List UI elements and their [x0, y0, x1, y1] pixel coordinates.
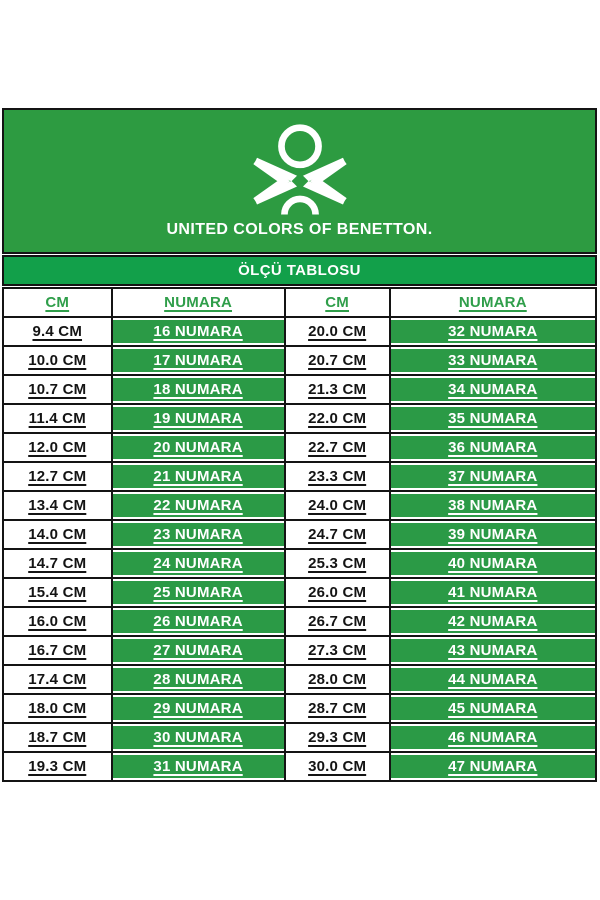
column-header-numara-left: NUMARA	[112, 288, 285, 317]
table-title: ÖLÇÜ TABLOSU	[238, 262, 361, 279]
cm-value-cell: 24.7 CM	[285, 520, 390, 549]
cm-value-cell: 10.0 CM	[3, 346, 112, 375]
cm-value-cell: 10.7 CM	[3, 375, 112, 404]
cm-value-cell: 20.7 CM	[285, 346, 390, 375]
brand-header	[2, 108, 597, 254]
numara-value-cell: 35 NUMARA	[390, 404, 596, 433]
numara-value-cell: 41 NUMARA	[390, 578, 596, 607]
numara-value-cell: 42 NUMARA	[390, 607, 596, 636]
cm-value-cell: 19.3 CM	[3, 752, 112, 781]
numara-value-cell: 44 NUMARA	[390, 665, 596, 694]
cm-value-cell: 23.3 CM	[285, 462, 390, 491]
numara-value-cell: 31 NUMARA	[112, 752, 285, 781]
cm-value-cell: 16.0 CM	[3, 607, 112, 636]
cm-value-cell: 21.3 CM	[285, 375, 390, 404]
cm-value-cell: 22.0 CM	[285, 404, 390, 433]
cm-value-cell: 30.0 CM	[285, 752, 390, 781]
table-row	[3, 752, 596, 781]
numara-value-cell: 43 NUMARA	[390, 636, 596, 665]
table-row	[3, 520, 596, 549]
column-header-cm-left: CM	[3, 288, 112, 317]
numara-value-cell: 46 NUMARA	[390, 723, 596, 752]
column-header-cm-right: CM	[285, 288, 390, 317]
cm-value-cell: 11.4 CM	[3, 404, 112, 433]
numara-value-cell: 47 NUMARA	[390, 752, 596, 781]
table-header-row	[3, 288, 596, 317]
table-row	[3, 433, 596, 462]
table-row	[3, 346, 596, 375]
numara-value-cell: 25 NUMARA	[112, 578, 285, 607]
numara-value-cell: 34 NUMARA	[390, 375, 596, 404]
table-row	[3, 665, 596, 694]
cm-value-cell: 14.7 CM	[3, 549, 112, 578]
cm-value-cell: 26.0 CM	[285, 578, 390, 607]
numara-value-cell: 37 NUMARA	[390, 462, 596, 491]
cm-value-cell: 18.0 CM	[3, 694, 112, 723]
cm-value-cell: 13.4 CM	[3, 491, 112, 520]
column-header-numara-right: NUMARA	[390, 288, 596, 317]
table-row	[3, 404, 596, 433]
numara-value-cell: 26 NUMARA	[112, 607, 285, 636]
size-table	[2, 287, 597, 782]
brand-wordmark: UNITED COLORS OF BENETTON.	[166, 220, 433, 238]
numara-value-cell: 22 NUMARA	[112, 491, 285, 520]
numara-value-cell: 32 NUMARA	[390, 317, 596, 346]
numara-value-cell: 16 NUMARA	[112, 317, 285, 346]
cm-value-cell: 29.3 CM	[285, 723, 390, 752]
numara-value-cell: 29 NUMARA	[112, 694, 285, 723]
cm-value-cell: 15.4 CM	[3, 578, 112, 607]
table-row	[3, 578, 596, 607]
table-row	[3, 491, 596, 520]
cm-value-cell: 22.7 CM	[285, 433, 390, 462]
table-row	[3, 462, 596, 491]
table-row	[3, 317, 596, 346]
numara-value-cell: 38 NUMARA	[390, 491, 596, 520]
numara-value-cell: 27 NUMARA	[112, 636, 285, 665]
cm-value-cell: 27.3 CM	[285, 636, 390, 665]
cm-value-cell: 14.0 CM	[3, 520, 112, 549]
cm-value-cell: 24.0 CM	[285, 491, 390, 520]
table-row	[3, 636, 596, 665]
numara-value-cell: 18 NUMARA	[112, 375, 285, 404]
table-row	[3, 607, 596, 636]
table-row	[3, 694, 596, 723]
cm-value-cell: 17.4 CM	[3, 665, 112, 694]
cm-value-cell: 16.7 CM	[3, 636, 112, 665]
numara-value-cell: 19 NUMARA	[112, 404, 285, 433]
cm-value-cell: 12.7 CM	[3, 462, 112, 491]
table-row	[3, 375, 596, 404]
numara-value-cell: 17 NUMARA	[112, 346, 285, 375]
numara-value-cell: 45 NUMARA	[390, 694, 596, 723]
cm-value-cell: 26.7 CM	[285, 607, 390, 636]
numara-value-cell: 28 NUMARA	[112, 665, 285, 694]
numara-value-cell: 20 NUMARA	[112, 433, 285, 462]
numara-value-cell: 39 NUMARA	[390, 520, 596, 549]
numara-value-cell: 21 NUMARA	[112, 462, 285, 491]
numara-value-cell: 24 NUMARA	[112, 549, 285, 578]
numara-value-cell: 33 NUMARA	[390, 346, 596, 375]
cm-value-cell: 28.7 CM	[285, 694, 390, 723]
numara-value-cell: 23 NUMARA	[112, 520, 285, 549]
numara-value-cell: 36 NUMARA	[390, 433, 596, 462]
cm-value-cell: 25.3 CM	[285, 549, 390, 578]
cm-value-cell: 18.7 CM	[3, 723, 112, 752]
cm-value-cell: 9.4 CM	[3, 317, 112, 346]
table-title-bar	[2, 255, 597, 286]
table-row	[3, 549, 596, 578]
cm-value-cell: 12.0 CM	[3, 433, 112, 462]
cm-value-cell: 28.0 CM	[285, 665, 390, 694]
table-row	[3, 723, 596, 752]
numara-value-cell: 30 NUMARA	[112, 723, 285, 752]
benetton-knot-icon	[247, 124, 353, 216]
numara-value-cell: 40 NUMARA	[390, 549, 596, 578]
cm-value-cell: 20.0 CM	[285, 317, 390, 346]
